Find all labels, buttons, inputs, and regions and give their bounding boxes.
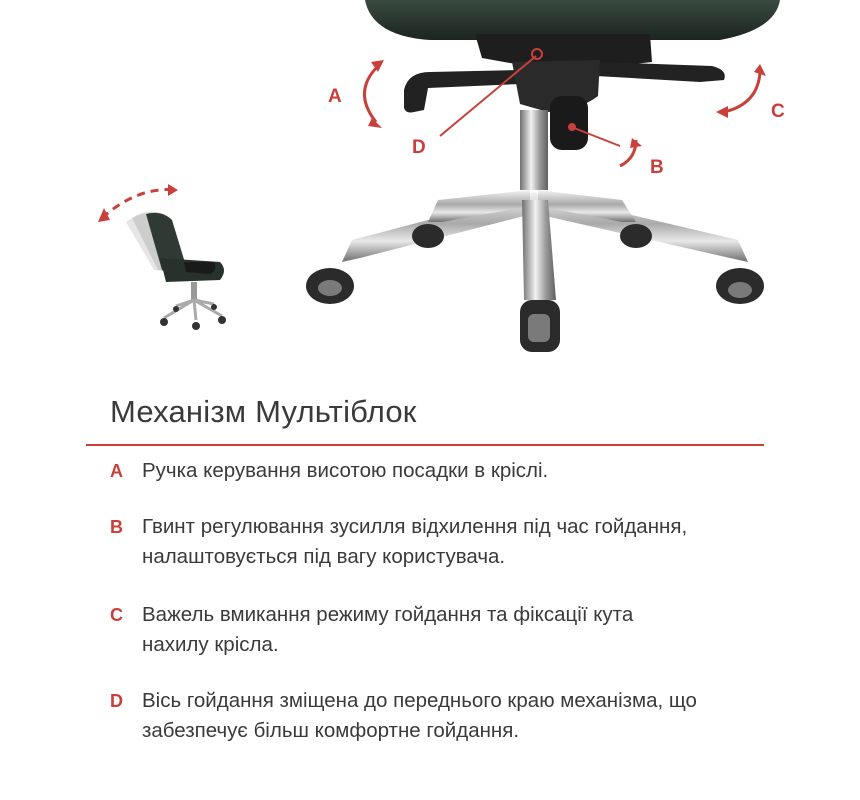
tilt-arc-arrow: [102, 190, 176, 218]
callout-label-a: A: [328, 86, 342, 107]
list-item-a: [110, 456, 548, 486]
callout-label-d: D: [412, 137, 426, 158]
chair-mechanism-drawing: [0, 0, 860, 370]
item-text-b: Гвинт регулювання зусилля відхилення під час гойдання, налаштовується під вагу користувача.: [142, 515, 688, 568]
item-letter-b: B: [110, 517, 123, 537]
list-item-b: [110, 512, 702, 572]
list-item-c: [110, 600, 687, 660]
item-letter-c: C: [110, 605, 123, 625]
item-text-c: Важель вмикання режиму гойдання та фіксації кута нахилу крісла.: [142, 603, 634, 656]
section-title: Механізм Мультіблок: [110, 394, 417, 429]
list-item-d: [110, 686, 772, 746]
gas-cylinder: [520, 110, 548, 190]
arrow-a: [364, 66, 378, 122]
chair-mechanism-illustration: [0, 0, 860, 370]
small-chair-tilt-thumbnail: [98, 184, 226, 330]
height-lever: [404, 70, 520, 113]
arrow-c: [724, 72, 760, 112]
tilt-lock-lever: [596, 62, 725, 82]
callout-label-b: B: [650, 157, 664, 178]
item-letter-d: D: [110, 691, 123, 711]
callout-label-c: C: [771, 101, 785, 122]
title-divider: [86, 444, 764, 446]
item-text-a: Ручка керування висотою посадки в кріслі.: [142, 459, 549, 482]
item-letter-a: A: [110, 461, 123, 481]
tension-knob: [550, 96, 588, 150]
item-text-d: Вісь гойдання зміщена до переднього краю механізма, що забезпечує більш комфортне гойдання.: [142, 689, 697, 742]
